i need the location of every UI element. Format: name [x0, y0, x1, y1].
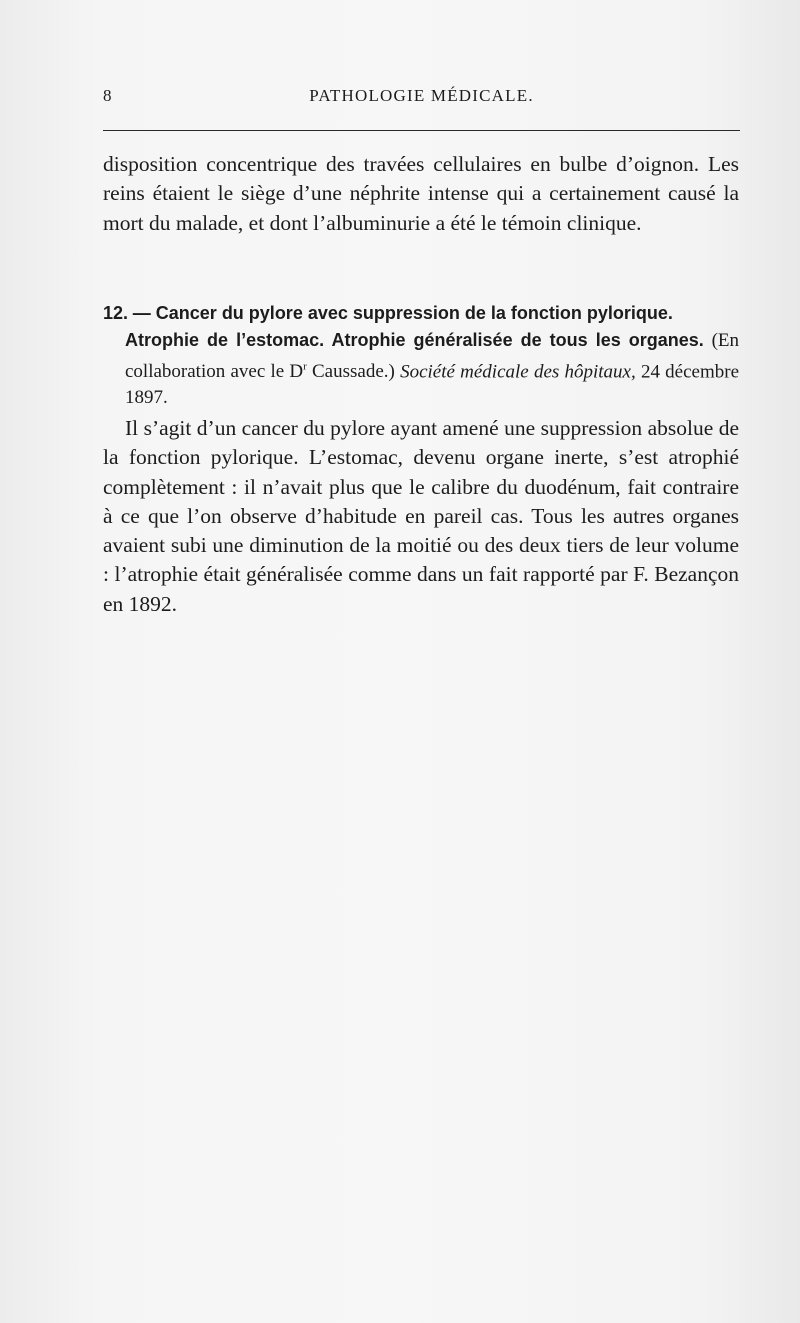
entry-journal: Société médicale des hôpitaux, [400, 361, 636, 383]
entry-date: 24 décembre 1897. [125, 361, 740, 409]
running-title: PATHOLOGIE MÉDICALE. [309, 86, 534, 105]
page-number: 8 [103, 86, 112, 105]
entry-title-line-1: — Cancer du pylore avec suppression de la fonction pylorique. [132, 303, 673, 323]
entry-number: 12. [103, 303, 129, 323]
entry-collaboration: (En collaboration avec le $D^r$ Caussade.) [125, 330, 740, 383]
entry-title-line-2: Atrophie de l’estomac. Atrophie généralisée de tous les organes. [125, 330, 704, 350]
header-rule [103, 130, 740, 131]
bibliography-entry-12 [103, 300, 739, 411]
paragraph-description: Il s’agit d’un cancer du pylore ayant amené une suppression absolue de la fonction pylorique. L’estomac, devenu organe inerte, s’est atrophié complètement : il n’avait plus que le calibre du duodénum, fait contraire à ce que l’on observe d’habitude en pareil cas. Tous les autres organes avaient subi une diminution de la moitié ou des deux tiers de leur volume : l’atrophie était généralisée comme dans un fait rapporté par F. Bezançon en 1892. [103, 416, 739, 616]
paragraph-continuation: disposition concentrique des travées cellulaires en bulbe d’oignon. Les reins étaient le siège d’une néphrite intense qui a certainement causé la mort du malade, et dont l’albuminurie a été le témoin clinique. [103, 152, 739, 235]
page-header [103, 86, 740, 114]
